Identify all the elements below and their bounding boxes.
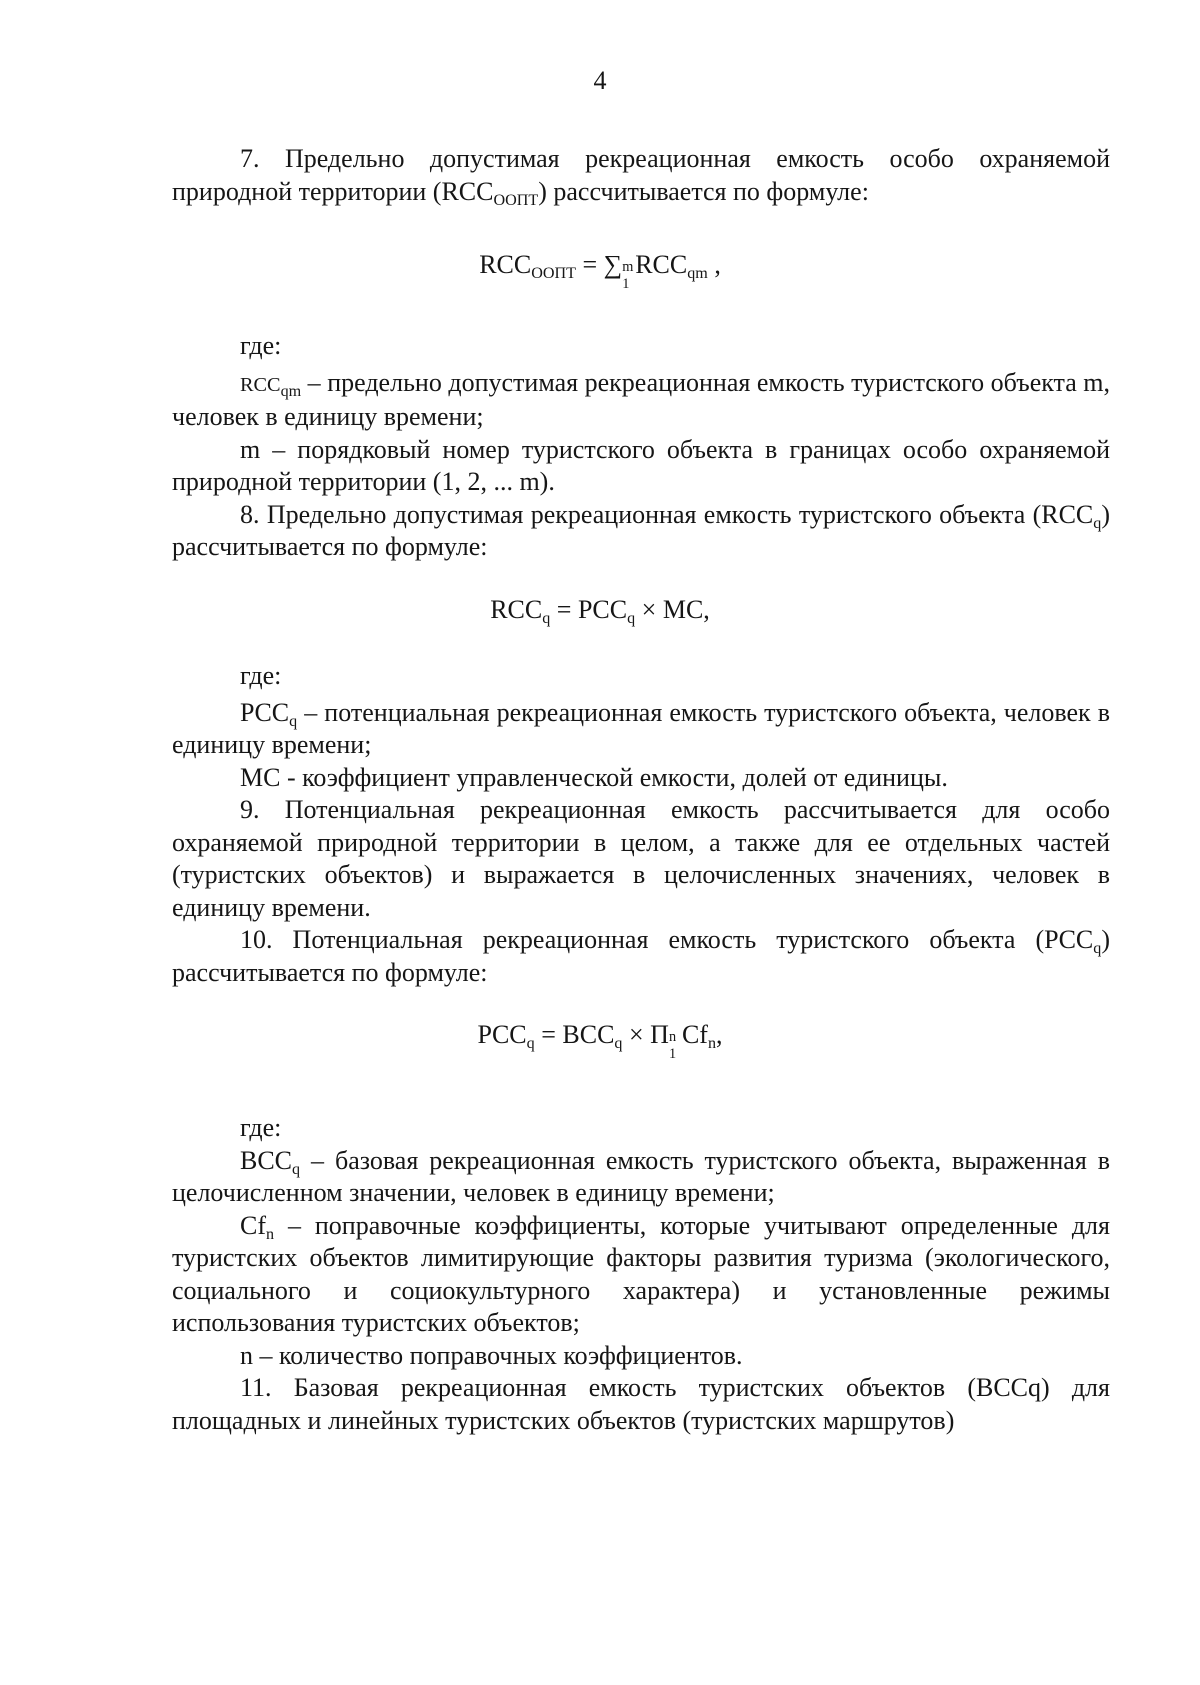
section-9-paragraph: 9. Потенциальная рекреационная емкость рассчитывается для особо охраняемой природной территории в целом, а также для ее отдельных частей (туристских объектов) и выражается в целочисленных значениях, человек в единицу времени. xyxy=(172,795,1110,922)
section-8-definitions xyxy=(172,660,1110,989)
definition-bccq: $BCC_q$ – базовая рекреационная емкость туристского объекта, выраженная в целочисленном значении, человек в единицу времени; xyxy=(172,1145,1110,1207)
formula-rccq: $RCC_q = PCC_q$ × MC, xyxy=(490,595,710,627)
formula-rcc-oopt: $RCC_{ООПТ}$ = ∑ m 1 $RCC_{qm}$ , xyxy=(479,250,721,292)
formula-pccq: $PCC_q = BCC_q \times П$ n 1 $Cf_n$, xyxy=(477,1020,723,1062)
where-label: где: xyxy=(240,331,282,360)
paragraph: 7. Предельно допустимая рекреационная емкость особо охраняемой природной территории $(RCC_{ООПТ})$ рассчитывается по формуле: xyxy=(172,144,1110,209)
definition-pccq: $PCC_q$ – потенциальная рекреационная емкость туристского объекта, человек в единицу времени; xyxy=(172,697,1110,759)
definition-n: n – количество поправочных коэффициентов. xyxy=(240,1340,743,1370)
where-label: где: xyxy=(240,661,282,690)
definition-m: m – порядковый номер туристского объекта в границах особо охраняемой природной территории (1, 2, ... m). xyxy=(172,434,1110,496)
page-number: 4 xyxy=(593,66,607,95)
where-label: где: xyxy=(240,1113,282,1142)
definition-rccqm: $RCC_{qm}$ – предельно допустимая рекреационная емкость туристского объекта m, человек в единицу времени; xyxy=(172,367,1110,431)
section-7-definitions xyxy=(172,330,1110,564)
section-7-intro xyxy=(172,143,1110,208)
section-10-definitions xyxy=(172,1112,1110,1437)
definition-cfn: $Cf_n$ – поправочные коэффициенты, которые учитывают определенные для туристских объектов лимитирующие факторы развития туризма (экологического, социального и социокультурного характера) и установленные режимы использования туристских объектов; xyxy=(172,1210,1110,1337)
section-8-intro: 8. Предельно допустимая рекреационная емкость туристского объекта $(RCC_q)$ рассчитывается по формуле: xyxy=(172,499,1110,561)
section-11-paragraph: 11. Базовая рекреационная емкость туристских объектов (BCCq) для площадных и линейных туристских объектов (туристских маршрутов) xyxy=(172,1373,1110,1435)
section-10-intro: 10. Потенциальная рекреационная емкость туристского объекта $(PCC_q)$ рассчитывается по формуле: xyxy=(172,925,1110,987)
definition-mc: MC - коэффициент управленческой емкости, долей от единицы. xyxy=(240,762,948,792)
